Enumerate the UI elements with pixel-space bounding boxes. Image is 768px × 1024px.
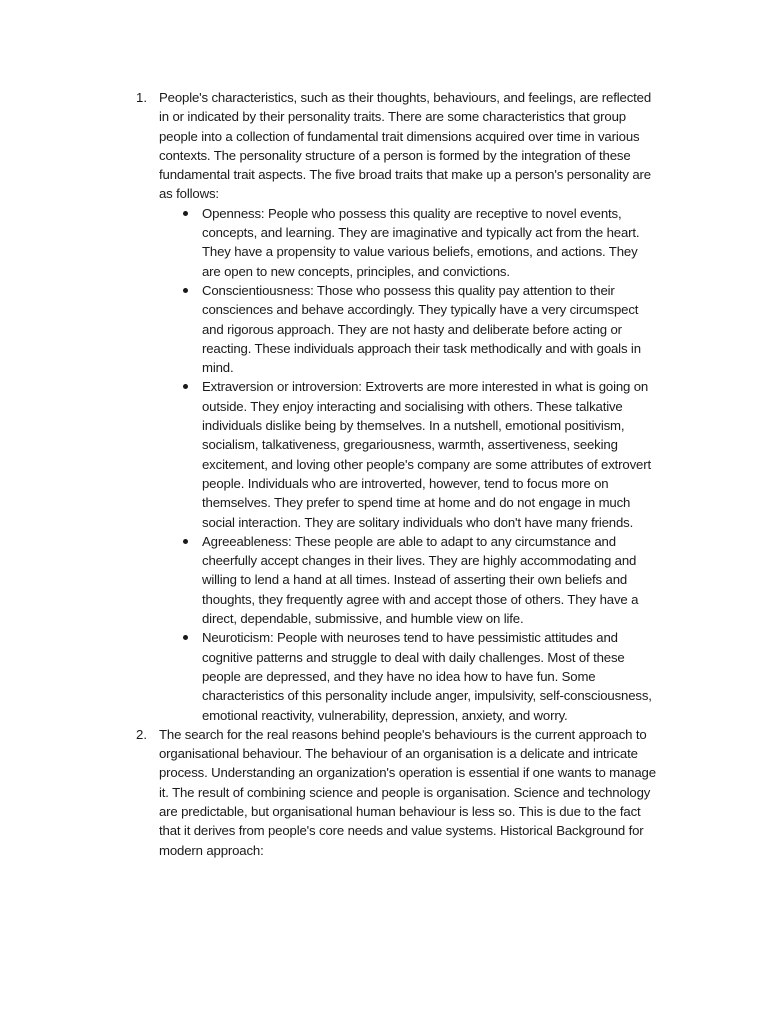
list-item-2 [136, 725, 656, 860]
bullet-text: Extraversion or introversion: Extroverts are more interested in what is going on outside. They enjoy interacting and socialising with others. These talkative individuals dislike being by themselves. In a nutshell, emotional positivism, socialism, talkativeness, gregariousness, warmth, assertiveness, seeking excitement, and loving other people's company are some attributes of extrovert people. Individuals who are introverted, however, tend to focus more on themselves. They prefer to spend time at home and do not engage in much social interaction. They are solitary individuals who don't have many friends. [202, 379, 651, 530]
list-number: 1. [136, 90, 147, 105]
bullet-openness [159, 204, 656, 281]
list-item-1 [136, 88, 656, 725]
bullet-text: Agreeableness: These people are able to adapt to any circumstance and cheerfully accept changes in their lives. They are highly accommodating and willing to lend a hand at all times. Instead of asserting their own beliefs and thoughts, they frequently agree with and accept those of others. They have a direct, dependable, submissive, and humble view on life. [202, 533, 639, 627]
bullet-conscientiousness [159, 281, 656, 377]
bullet-icon [183, 539, 188, 544]
trait-bullet-list [159, 204, 656, 725]
numbered-list [136, 88, 656, 860]
paragraph-organisational-behaviour: The search for the real reasons behind people's behaviours is the current approach to organisational behaviour. The behaviour of an organisation is a delicate and intricate process. Understanding an organization's operation is essential if one wants to manage it. The result of combining science and people is organisation. Science and technology are predictable, but organisational human behaviour is less so. This is due to the fact that it derives from people's core needs and value systems. Historical Background for modern approach: [159, 726, 656, 858]
bullet-text: Openness: People who possess this quality are receptive to novel events, concepts, and learning. They are imaginative and typically act from the heart. They have a propensity to value various beliefs, emotions, and actions. They are open to new concepts, principles, and convictions. [202, 205, 640, 279]
paragraph-personality-traits: People's characteristics, such as their thoughts, behaviours, and feelings, are reflected in or indicated by their personality traits. There are some characteristics that group people into a collection of fundamental trait dimensions acquired over time in various contexts. The personality structure of a person is formed by the integration of these fundamental trait aspects. The five broad traits that make up a person's personality are as follows: [159, 90, 652, 202]
bullet-icon [183, 384, 188, 389]
bullet-agreeableness [159, 532, 656, 628]
bullet-neuroticism [159, 628, 656, 724]
bullet-icon [183, 635, 188, 640]
bullet-extraversion [159, 377, 656, 531]
bullet-text: Conscientiousness: Those who possess this quality pay attention to their consciences and behave accordingly. They typically have a very circumspect and rigorous approach. They are not hasty and deliberate before acting or reacting. These individuals approach their task methodically and with goals in mind. [202, 282, 641, 376]
list-number: 2. [136, 726, 147, 742]
bullet-text: Neuroticism: People with neuroses tend to have pessimistic attitudes and cognitive patterns and struggle to deal with daily challenges. Most of these people are depressed, and they have no idea how to have fun. Some characteristics of this personality include anger, impulsivity, self-consciousness, emotional reactivity, vulnerability, depression, anxiety, and worry. [202, 630, 652, 723]
bullet-icon [183, 288, 188, 293]
bullet-icon [183, 211, 188, 216]
